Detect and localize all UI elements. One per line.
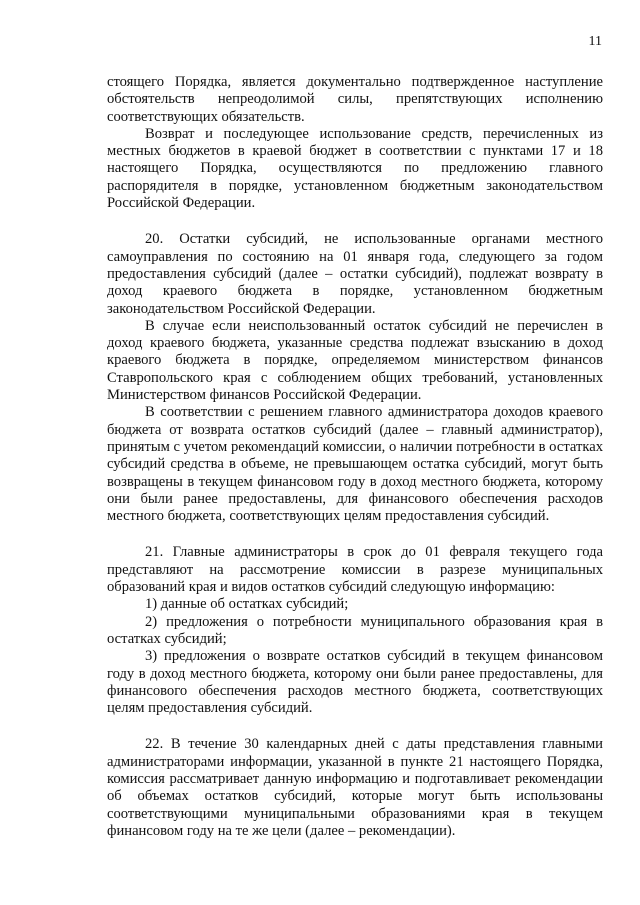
paragraph: Возврат и последующее использование средств, перечисленных из местных бюджетов в краевой бюджет в соответствии с пунктами 17 и 18 настоящего Порядка, осуществляются по предложению главного распорядителя в порядке, установленном бюджетным законодательством Российской Федерации.	[107, 125, 603, 212]
page-number: 11	[588, 34, 602, 49]
paragraph-item-21: 21. Главные администраторы в срок до 01 февраля текущего года представляют на рассмотрение комиссии в разрезе муниципальных образований края и видов остатков субсидий следующую информацию:	[107, 544, 603, 596]
list-item: 1) данные об остатках субсидий;	[145, 596, 349, 613]
paragraph: В соответствии с решением главного администратора доходов краевого бюджета от возврата остатков субсидий (далее – главный администратор), принятым с учетом рекомендаций комиссии, о наличии потребности в остатках субсидий средства в объеме, не превышающем остатка субсидий, могут быть возвращены в текущем финансовом году в доход местного бюджета, которому они были ранее предоставлены, для финансового обеспечения расходов местного бюджета, соответствующих целям предоставления субсидий.	[107, 404, 603, 525]
list-item: 3) предложения о возврате остатков субсидий в текущем финансовом году в доход местного бюджета, которому они были ранее предоставлены, для финансового обеспечения расходов местного бюджета, соответствующих целям предоставления субсидий.	[107, 648, 603, 717]
list-item: 2) предложения о потребности муниципального образования края в остатках субсидий;	[107, 613, 603, 647]
paragraph: стоящего Порядка, является документально подтвержденное наступление обстоятельств непреодолимой силы, препятствующих исполнению соответствующих обязательств.	[107, 74, 603, 125]
document-body	[107, 74, 603, 840]
paragraph: В случае если неиспользованный остаток субсидий не перечислен в доход краевого бюджета, указанные средства подлежат взысканию в доход краевого бюджета в порядке, определяемом министерством финансов Ставропольского края с соблюдением общих требований, установленных Министерством финансов Российской Федерации.	[107, 317, 603, 404]
paragraph-item-22: 22. В течение 30 календарных дней с даты представления главными администраторами информации, указанной в пункте 21 настоящего Порядка, комиссия рассматривает данную информацию и подготавливает рекомендации об объемах остатков субсидий, которые могут быть использованы соответствующими муниципальными образованиями края в текущем финансовом году на те же цели (далее – рекомендации).	[107, 736, 603, 839]
paragraph-item-20: 20. Остатки субсидий, не использованные органами местного самоуправления по состоянию на 01 января года, следующего за годом предоставления субсидий (далее – остатки субсидий), подлежат возврату в доход краевого бюджета в порядке, установленном бюджетным законодательством Российской Федерации.	[107, 231, 603, 317]
